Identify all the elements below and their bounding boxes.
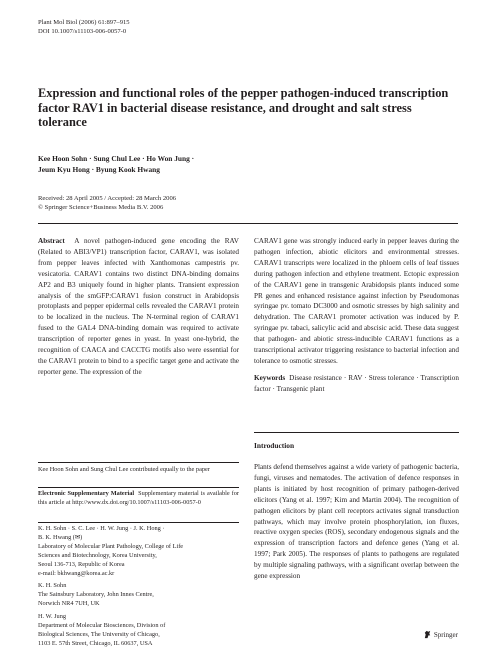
affiliation-line: The Sainsbury Laboratory, John Innes Centre,	[38, 591, 154, 599]
affiliation-names: K. H. Sohn · S. C. Lee · H. W. Jung · J. K. Hong ·	[38, 525, 165, 532]
header-divider	[38, 223, 458, 224]
affiliation-line: Department of Molecular Biosciences, Division of	[38, 622, 166, 630]
keywords	[254, 373, 459, 395]
journal-citation: Plant Mol Biol (2006) 61:897–915	[38, 19, 130, 26]
abstract-left	[38, 236, 239, 378]
affiliation-names: H. W. Jung	[38, 613, 66, 621]
affiliation-line: Seoul 136-713, Republic of Korea	[38, 560, 125, 568]
affiliation-line: Norwich NR4 7UH, UK	[38, 600, 100, 608]
affiliation-line: Sciences and Biotechnology, Korea University,	[38, 551, 157, 559]
dates	[38, 194, 176, 212]
springer-horse-icon	[423, 630, 432, 639]
affiliations	[38, 525, 239, 649]
publisher-name: Springer	[433, 630, 458, 639]
esm-note	[38, 490, 239, 508]
authors-line-1: Kee Hoon Sohn · Sung Chul Lee · Ho Won Jung ·	[38, 154, 195, 163]
doi: DOI 10.1007/s11103-006-0057-0	[38, 28, 127, 35]
paper-title: Expression and functional roles of the pepper pathogen-induced transcription factor RAV1 in bacterial disease resistance, and drought and salt stress tolerance	[38, 86, 449, 130]
contribution-note: Kee Hoon Sohn and Sung Chul Lee contributed equally to the paper	[38, 466, 210, 473]
affiliation-2	[38, 582, 239, 609]
esm-label: Electronic Supplementary Material	[38, 490, 135, 497]
affiliation-names: K. H. Sohn	[38, 582, 67, 590]
affiliation-line: Laboratory of Molecular Plant Pathology, College of Life	[38, 542, 184, 550]
esm-text: Supplementary material is available for this article at http://www.dx.doi.org/10.1007/s11103-006-0057-0	[38, 490, 239, 506]
affiliation-email: e-mail: bkhwang@korea.ac.kr	[38, 569, 115, 577]
section-divider	[254, 432, 459, 433]
right-column	[254, 236, 459, 395]
copyright: © Springer Science+Business Media B.V. 2006	[38, 204, 164, 211]
keywords-text: Disease resistance · RAV · Stress tolerance · Transcription factor · Transgenic plant	[254, 373, 459, 393]
authors-line-2: Jeum Kyu Hong · Byung Kook Hwang	[38, 165, 160, 174]
esm-divider	[38, 487, 239, 488]
introduction-text: Plants defend themselves against a wide variety of pathogenic bacteria, fungi, viruses and nematodes. The activation of defence responses in plants is initiated by host recognition of primary pathogen-derived elicitors (Yang et al. 1997; Kim and Martin 2004). The recognition of pathogen elicitors by plant cell receptors activates signal transduction pathways, which may involve protein phosphorylation, ion fluxes, reactive oxygen species (ROS), secondary endogenous signals and the expression of transcription factors and defence genes (Yang et al. 1997; Park 2005). The responses of plants to pathogens are regulated by multiple signaling pathways, with a significant overlap between the gene expression	[254, 463, 459, 581]
affiliation-line: Biological Sciences, The University of Chicago,	[38, 630, 160, 638]
left-column	[38, 236, 239, 378]
introduction-heading: Introduction	[254, 441, 295, 450]
publisher-logo	[423, 630, 458, 639]
received-accepted: Received: 28 April 2005 / Accepted: 28 March 2006	[38, 195, 177, 202]
abstract-right-text: CARAV1 gene was strongly induced early in pepper leaves during the pathogen infection, abiotic elicitors and environmental stresses. CARAV1 transcripts were localized in the phloem cells of leaf tissues during pathogen infection and ethylene treatment. Ectopic expression of the CARAV1 gene in transgenic Arabidopsis plants induced some PR genes and enhanced resistance against infection by Pseudomonas syringae pv. tomato DC3000 and osmotic stresses by high salinity and dehydration. The CARAV1 promoter activation was induced by P. syringae pv. tabaci, salicylic acid and abscisic acid. These data suggest that pathogen- and abiotic stress-inducible CARAV1 functions as a transcriptional activator triggering resistance to bacterial infection and tolerance to osmotic stresses.	[254, 237, 459, 365]
affiliation-1	[38, 525, 239, 578]
affiliation-line: 1103 E. 57th Street, Chicago, IL 60637, USA	[38, 639, 153, 647]
affiliation-3	[38, 613, 239, 649]
abstract-label: Abstract	[38, 237, 65, 245]
journal-header	[38, 18, 130, 36]
author-list	[38, 153, 458, 175]
affiliation-divider	[38, 522, 239, 523]
affiliation-names: B. K. Hwang (✉)	[38, 533, 83, 541]
abstract-left-text: A novel pathogen-induced gene encoding the RAV (Related to ABI3/VP1) transcription factor, CARAV1, was isolated from pepper leaves infected with Xanthomonas campestris pv. vesicatoria. CARAV1 contains two distinct DNA-binding domains AP2 and B3 uniquely found in higher plants. Transient expression analysis of the smGFP:CARAV1 fusion construct in Arabidopsis protoplasts and pepper epidermal cells revealed the CARAV1 protein to be localized in the nucleus. The N-terminal region of CARAV1 fused to the GAL4 DNA-binding domain was required to activate transcription of reporter genes in yeast. In yeast one-hybrid, the recognition of CAACA and CACCTG motifs also were essential for the CARAV1 protein to bind to a specific target gene and activate the reporter gene. The expression of the	[38, 237, 239, 376]
keywords-label: Keywords	[254, 373, 286, 382]
footnote-divider	[38, 462, 239, 463]
